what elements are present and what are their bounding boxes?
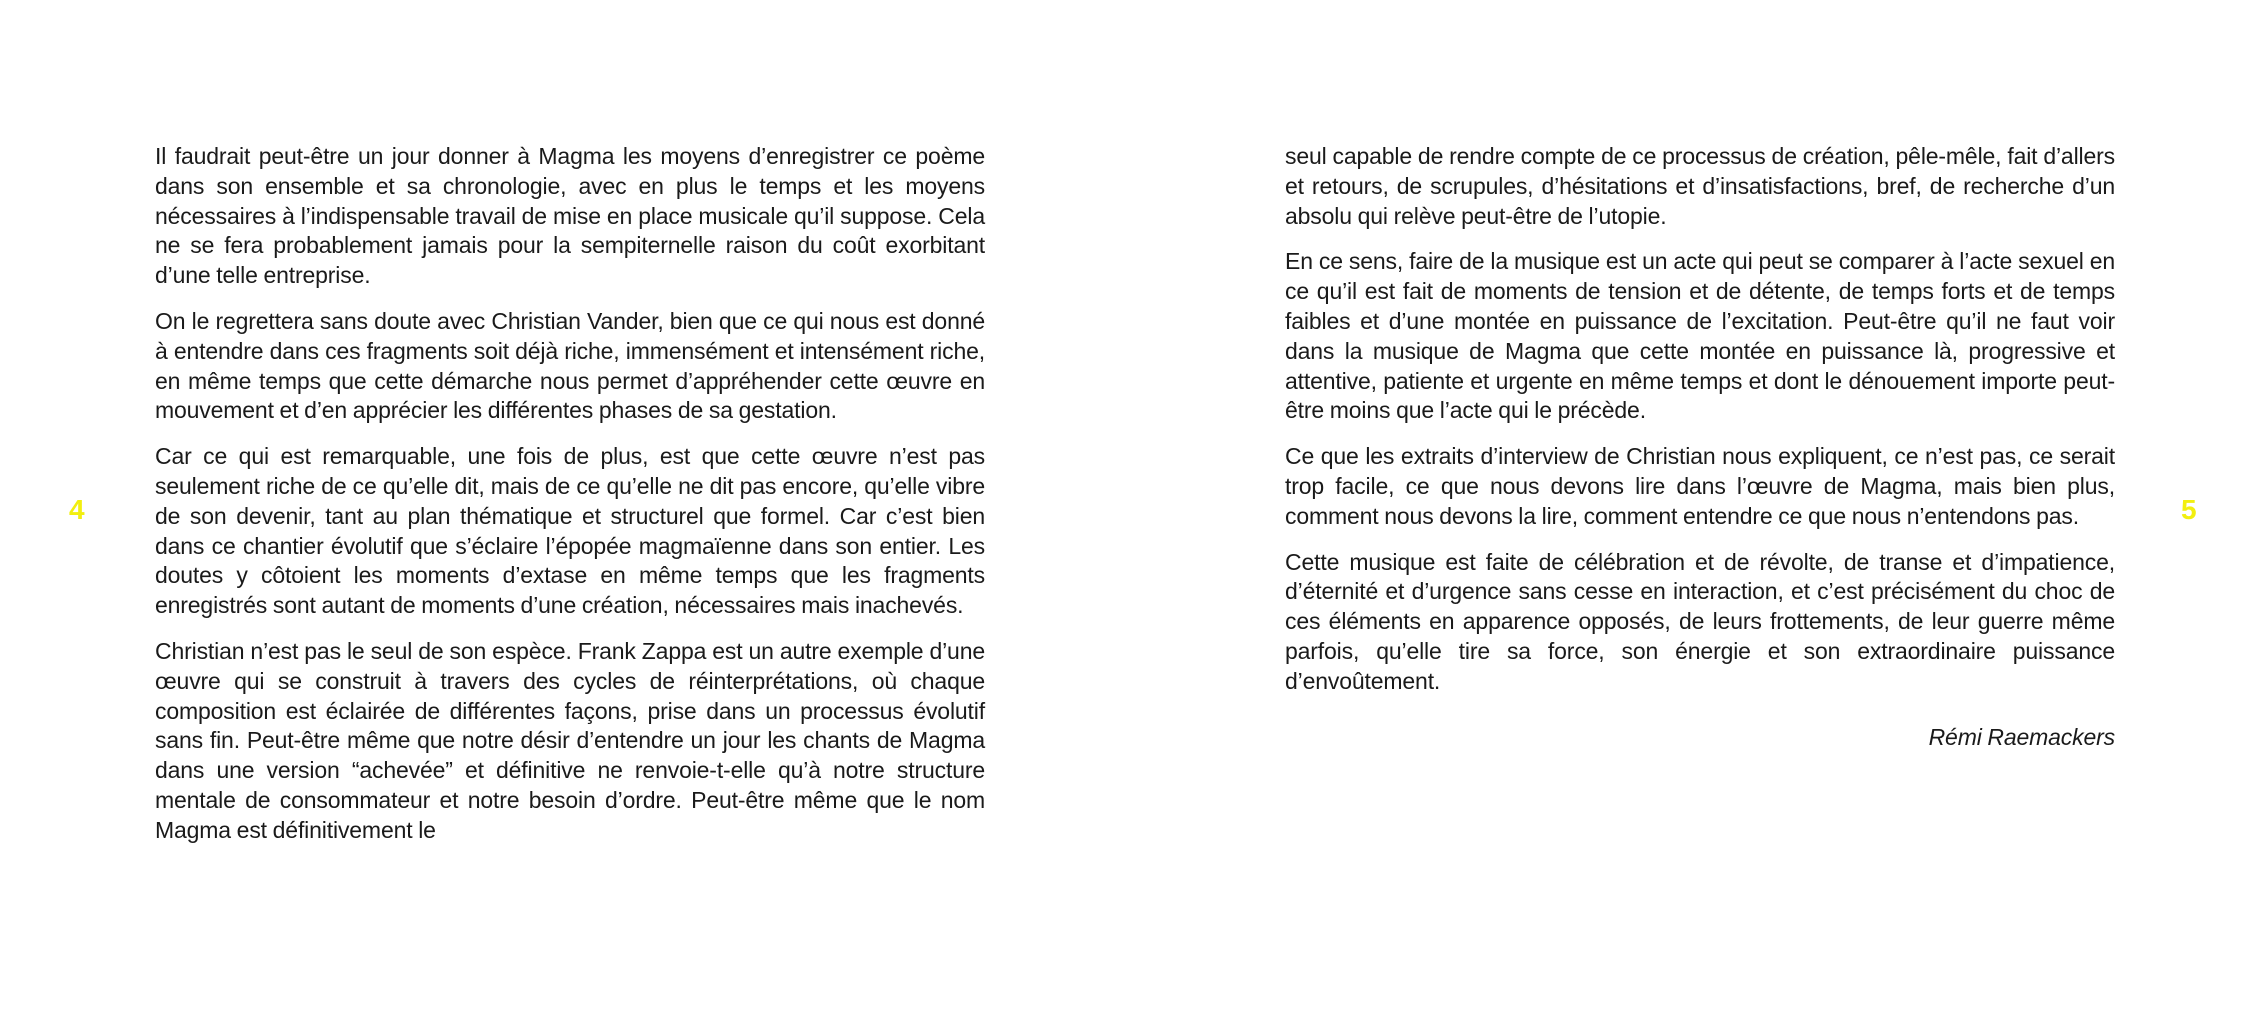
right-text-column: [1285, 142, 2115, 768]
left-paragraph-1: Il faudrait peut-être un jour donner à Magma les moyens d’enregistrer ce poème dans son ensemble et sa chronologie, avec en plus le temps et les moyens nécessaires à l’indispensable travail de mise en place musicale qu’il suppose. Cela ne se fera probablement jamais pour la sempiternelle raison du coût exorbitant d’une telle entreprise.: [155, 143, 985, 289]
left-paragraph-4: Christian n’est pas le seul de son espèce. Frank Zappa est un autre exemple d’une œuvre qui se construit à travers des cycles de réinterprétations, où chaque composition est éclairée de différentes façons, prise dans un processus évolutif sans fin. Peut-être même que notre désir d’entendre un jour les chants de Magma dans une version “achevée” et définitive ne renvoie-t-elle qu’à notre structure mentale de consommateur et notre besoin d’ordre. Peut-être même que le nom Magma est définitivement le: [155, 637, 985, 843]
right-paragraph-2: En ce sens, faire de la musique est un acte qui peut se comparer à l’acte sexuel en ce qu’il est fait de moments de tension et de détente, de temps forts et de temps faibles et d’une montée en puissance de l’excitation. Peut-être qu’il ne faut voir dans la musique de Magma que cette montée en puissance là, progressive et attentive, patiente et urgente en même temps et dont le dénouement importe peut-être moins que l’acte qui le précède.: [1285, 248, 2115, 424]
page-number-left: 4: [69, 494, 85, 525]
right-paragraph-1: seul capable de rendre compte de ce processus de création, pêle-mêle, fait d’allers et retours, de scrupules, d’hésitations et d’insatisfactions, bref, de recherche d’un absolu qui relève peut-être de l’utopie.: [1285, 143, 2115, 229]
right-page: [1128, 0, 2256, 1024]
left-paragraph-2: On le regrettera sans doute avec Christian Vander, bien que ce qui nous est donné à entendre dans ces fragments soit déjà riche, immensément et intensément riche, en même temps que cette démarche nous permet d’appréhender cette œuvre en mouvement et d’en apprécier les différentes phases de sa gestation.: [155, 307, 985, 424]
right-paragraph-4: Cette musique est faite de célébration et de révolte, de transe et d’impatience, d’éternité et d’urgence sans cesse en interaction, et c’est précisément du choc de ces éléments en apparence opposés, de leurs frottements, de leur guerre même parfois, qu’elle tire sa force, son énergie et son extraordinaire puissance d’envoûtement.: [1285, 548, 2115, 694]
right-paragraph-3: Ce que les extraits d’interview de Christian nous expliquent, ce n’est pas, ce serait trop facile, ce que nous devons lire dans l’œuvre de Magma, mais bien plus, comment nous devons la lire, comment entendre ce que nous n’entendons pas.: [1285, 443, 2115, 529]
left-paragraph-3: Car ce qui est remarquable, une fois de plus, est que cette œuvre n’est pas seulement riche de ce qu’elle dit, mais de ce qu’elle ne dit pas encore, qu’elle vibre de son devenir, tant au plan thématique et structurel que formel. Car c’est bien dans ce chantier évolutif que s’éclaire l’épopée magmaïenne dans son entier. Les doutes y côtoient les moments d’extase en même temps que les fragments enregistrés sont autant de moments d’une création, nécessaires mais inachevés.: [155, 443, 985, 619]
author-signature: Rémi Raemackers: [1928, 723, 2115, 750]
left-text-column: [155, 142, 985, 862]
page-number-right: 5: [2181, 494, 2197, 525]
